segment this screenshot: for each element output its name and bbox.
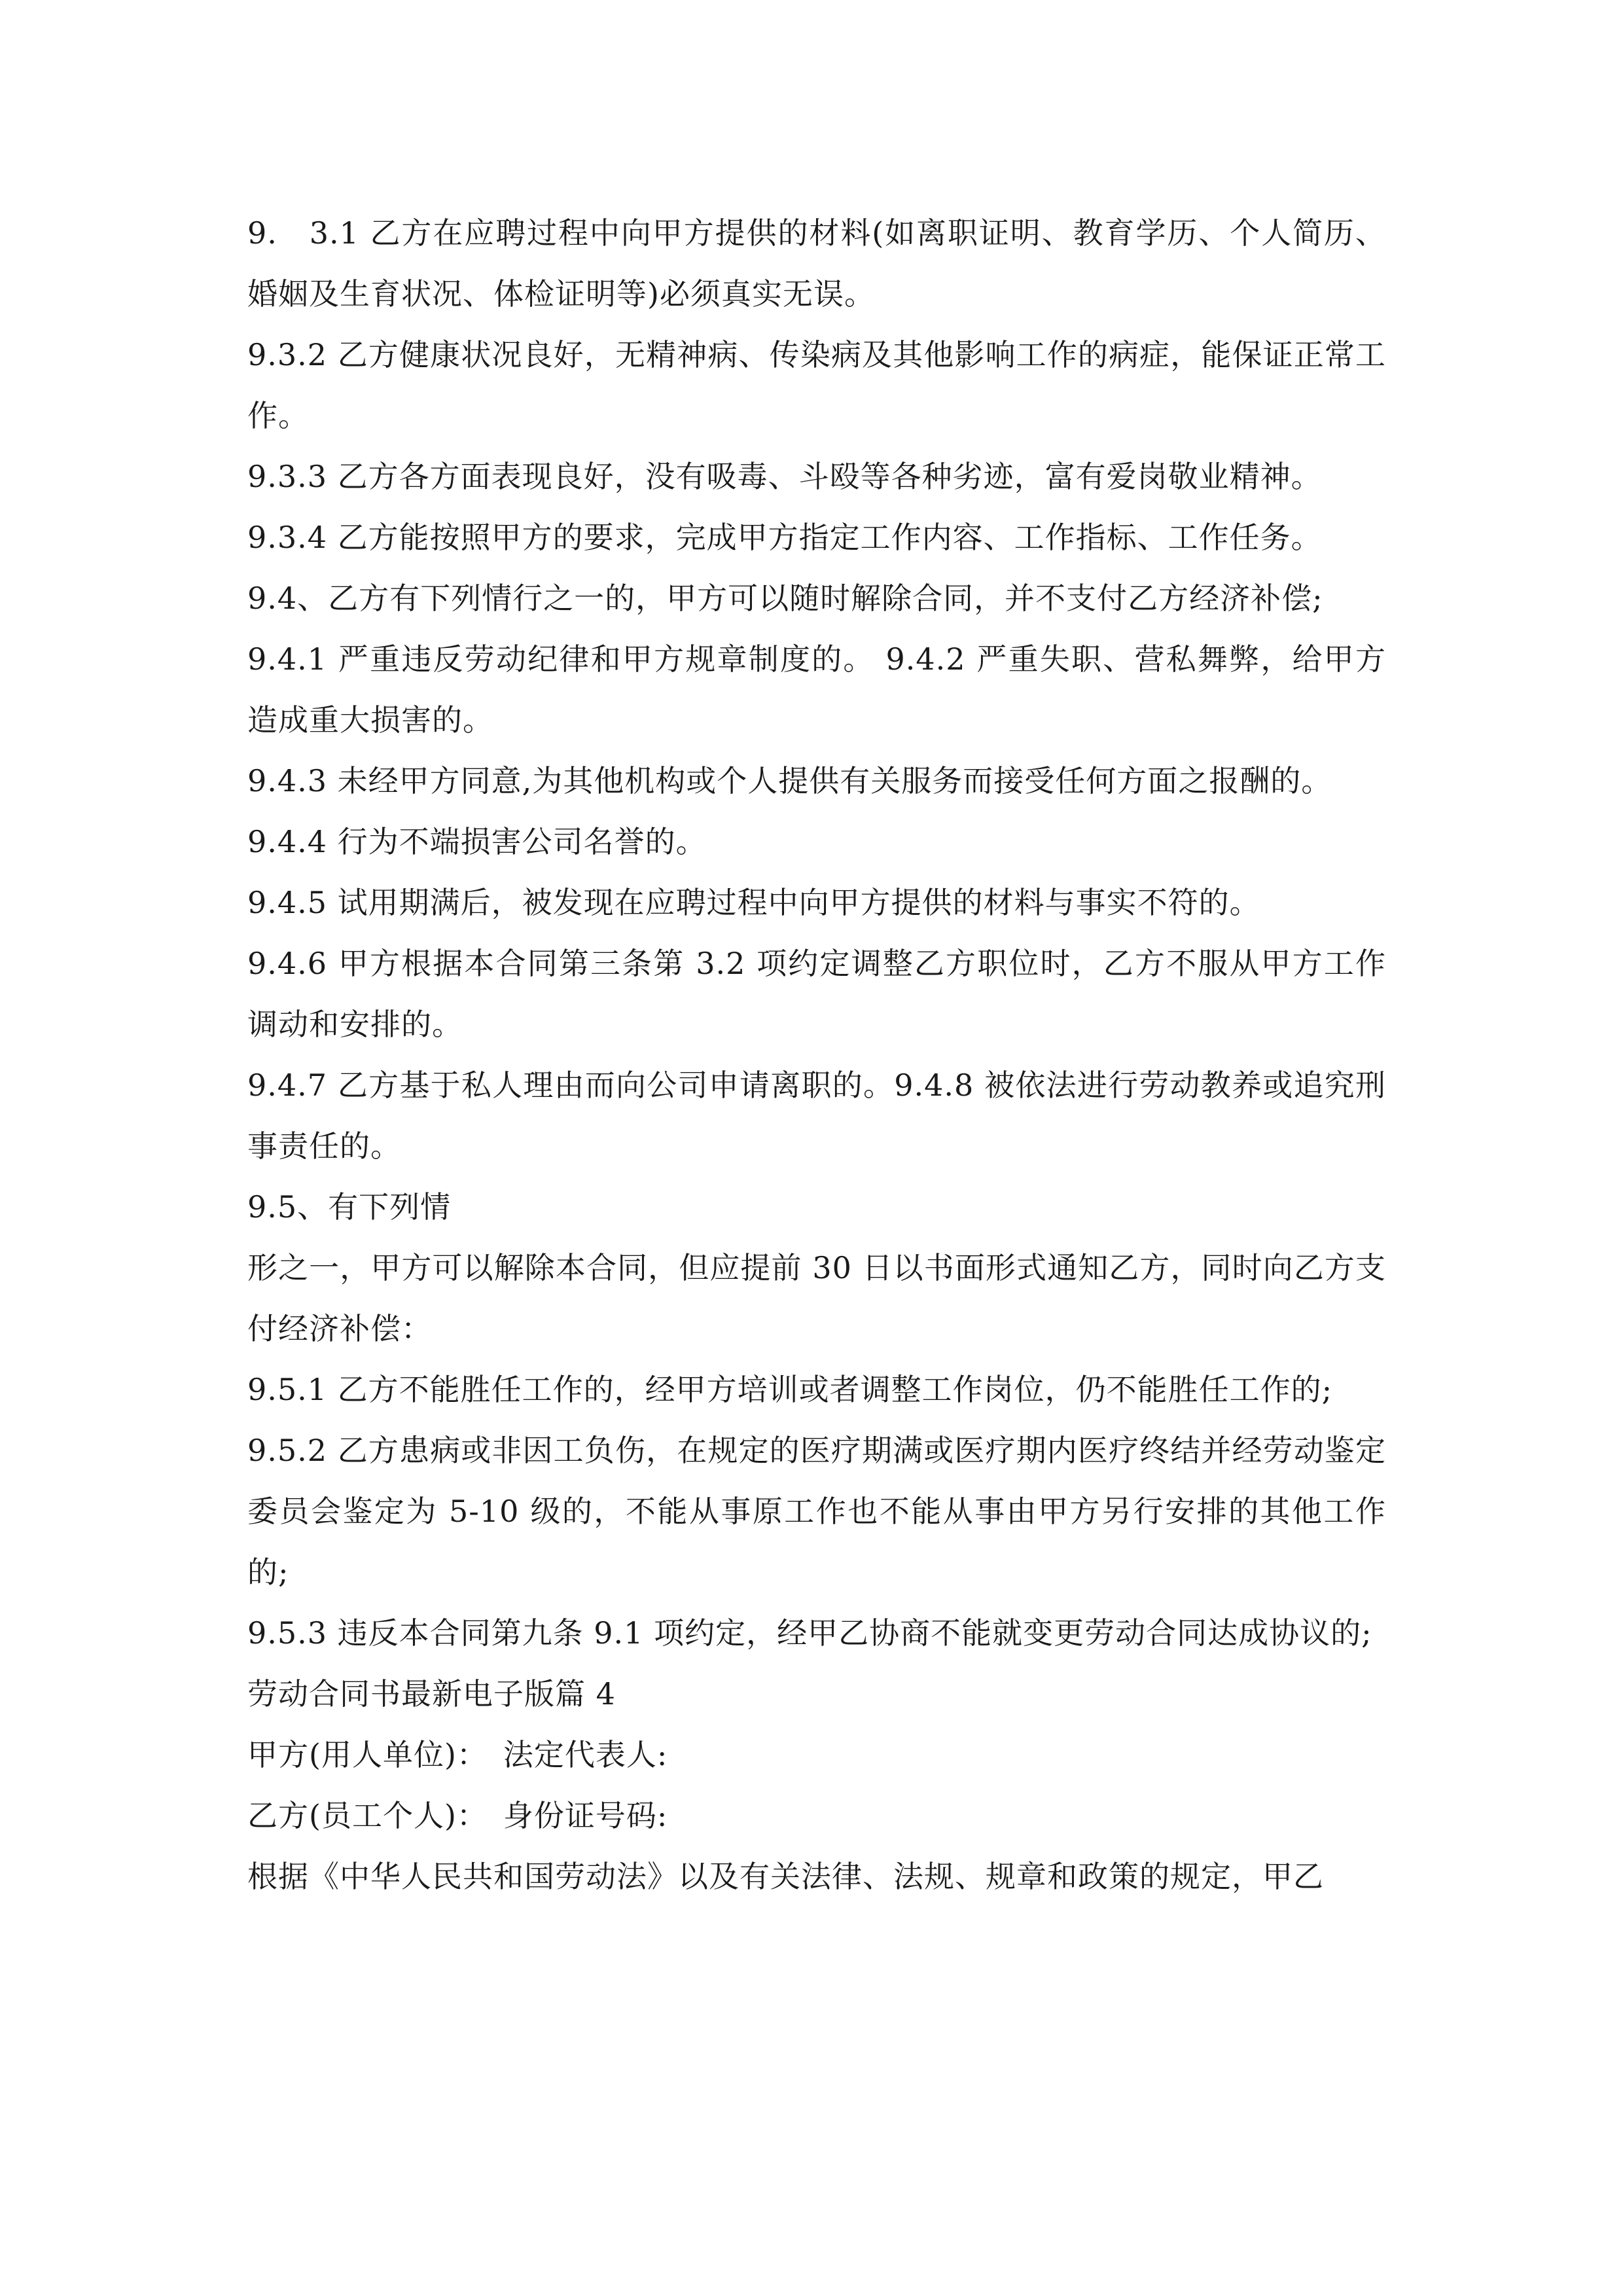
paragraph-9-4-4: 9.4.4 行为不端损害公司名誉的。	[247, 824, 707, 859]
section-title: 劳动合同书最新电子版篇 4	[247, 1676, 616, 1712]
paragraph-9-3-4: 9.3.4 乙方能按照甲方的要求，完成甲方指定工作内容、工作指标、工作任务。	[247, 520, 1322, 555]
party-a-line: 甲方(用人单位)： 法定代表人:	[247, 1737, 668, 1772]
paragraph-9-3-3: 9.3.3 乙方各方面表现良好，没有吸毒、斗殴等各种劣迹，富有爱岗敬业精神。	[247, 459, 1322, 494]
paragraph-9-3-2: 9.3.2 乙方健康状况良好，无精神病、传染病及其他影响工作的病症，能保证正常工作。	[247, 337, 1386, 433]
paragraph-9-5-1: 9.5.1 乙方不能胜任工作的，经甲方培训或者调整工作岗位，仍不能胜任工作的;	[247, 1372, 1333, 1407]
paragraph-9-5-body: 形之一，甲方可以解除本合同，但应提前 30 日以书面形式通知乙方，同时向乙方支付经济补偿：	[247, 1250, 1386, 1346]
preamble-paragraph: 根据《中华人民共和国劳动法》以及有关法律、法规、规章和政策的规定，甲乙	[247, 1859, 1324, 1894]
paragraph-9-5-2: 9.5.2 乙方患病或非因工负伤，在规定的医疗期满或医疗期内医疗终结并经劳动鉴定委员会鉴定为 5-10 级的，不能从事原工作也不能从事由甲方另行安排的其他工作的;	[247, 1433, 1386, 1590]
paragraph-9-4-7: 9.4.7 乙方基于私人理由而向公司申请离职的。9.4.8 被依法进行劳动教养或追究刑事责任的。	[247, 1067, 1386, 1164]
paragraph-9-4: 9.4、乙方有下列情行之一的，甲方可以随时解除合同，并不支付乙方经济补偿;	[247, 581, 1323, 616]
party-b-line: 乙方(员工个人)： 身份证号码:	[247, 1798, 668, 1833]
paragraph-9-4-6: 9.4.6 甲方根据本合同第三条第 3.2 项约定调整乙方职位时，乙方不服从甲方工作调动和安排的。	[247, 946, 1386, 1042]
paragraph-9-3-1: 9. 3.1 乙方在应聘过程中向甲方提供的材料(如离职证明、教育学历、个人简历、婚姻及生育状况、体检证明等)必须真实无误。	[247, 215, 1386, 312]
paragraph-9-4-1: 9.4.1 严重违反劳动纪律和甲方规章制度的。 9.4.2 严重失职、营私舞弊，给甲方造成重大损害的。	[247, 641, 1386, 738]
paragraph-9-4-5: 9.4.5 试用期满后，被发现在应聘过程中向甲方提供的材料与事实不符的。	[247, 885, 1260, 920]
paragraph-9-4-3: 9.4.3 未经甲方同意,为其他机构或个人提供有关服务而接受任何方面之报酬的。	[247, 763, 1332, 798]
document-body	[247, 203, 1386, 1907]
paragraph-9-5-heading: 9.5、有下列情	[247, 1189, 452, 1225]
paragraph-9-5-3: 9.5.3 违反本合同第九条 9.1 项约定，经甲乙协商不能就变更劳动合同达成协议的;	[247, 1615, 1372, 1651]
